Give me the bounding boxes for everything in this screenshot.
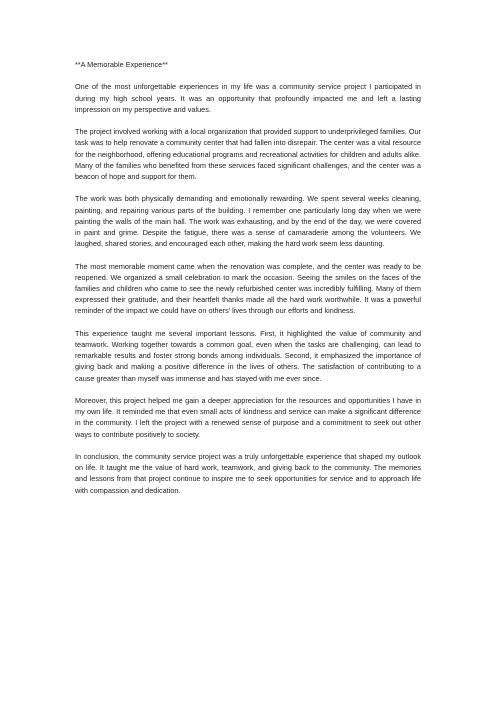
paragraph-1: One of the most unforgettable experiences in my life was a community service project I participated in during my high school years. It was an opportunity that profoundly impacted me and left a lasting impression on my perspective and values.	[75, 82, 421, 114]
paragraph-7: In conclusion, the community service project was a truly unforgettable experience that shaped my outlook on life. It taught me the value of hard work, teamwork, and giving back to the community. The memories and lessons from that project continue to inspire me to seek opportunities for service and to approach life with compassion and dedication.	[75, 452, 421, 495]
paragraph-5: This experience taught me several important lessons. First, it highlighted the value of community and teamwork. Working together towards a common goal, even when the tasks are challenging, can lead to remarkable results and foster strong bonds among individuals. Second, it emphasized the importance of giving back and making a positive difference in the lives of others. The satisfaction of contributing to a cause greater than myself was immense and has stayed with me ever since.	[75, 328, 421, 383]
paragraph-3: The work was both physically demanding and emotionally rewarding. We spent several weeks cleaning, painting, and repairing various parts of the building. I remember one particularly long day when we were painting the walls of the main hall. The work was exhausting, and by the end of the day, we were covered in paint and grime. Despite the fatigue, there was a sense of camaraderie among the volunteers. We laughed, shared stories, and encouraged each other, making the hard work seem less daunting.	[75, 194, 421, 249]
paragraph-6: Moreover, this project helped me gain a deeper appreciation for the resources and opportunities I have in my own life. It reminded me that even small acts of kindness and service can make a significant difference in the community. I left the project with a renewed sense of purpose and a commitment to seek out other ways to contribute positively to society.	[75, 396, 421, 439]
document-body	[75, 59, 421, 507]
paragraph-4: The most memorable moment came when the renovation was complete, and the center was ready to be reopened. We organized a small celebration to mark the occasion. Seeing the smiles on the faces of the families and children who came to see the newly refurbished center was incredibly fulfilling. Many of them expressed their gratitude, and their heartfelt thanks made all the hard work worthwhile. It was a powerful reminder of the impact we could have on others' lives through our efforts and kindness.	[75, 261, 421, 316]
paragraph-2: The project involved working with a local organization that provided support to underprivileged families. Our task was to help renovate a community center that had fallen into disrepair. The center was a vital resource for the neighborhood, offering educational programs and recreational activities for children and adults alike. Many of the families who benefited from these services faced significant challenges, and the center was a beacon of hope and support for them.	[75, 127, 421, 181]
document-title: **A Memorable Experience**	[75, 60, 168, 69]
